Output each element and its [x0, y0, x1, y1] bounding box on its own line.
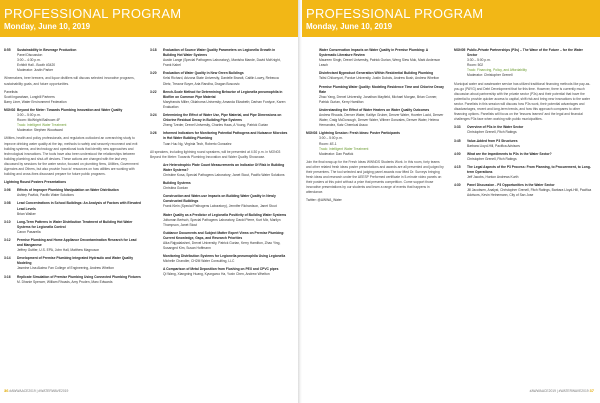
- poster-title: Monitoring Distribution Systems for Legionella pneumophila Using Legionella: [163, 254, 286, 259]
- poster-authors: Frank Klein (Special Pathogens Laboratory), Jennifer Richardson, Janet Stout: [163, 204, 277, 209]
- talk-authors: Jill Jacobsen, Analyst, Christopher Grenell, Fitch Ratings, Barbara Lloyd-Hill, Pacifica Advisors, Kevin Heinemann, City of San Jose: [467, 188, 592, 198]
- talk-title: Premise Plumbing and Home Appliance Decontamination Research for Lead and Manganese: [17, 238, 137, 248]
- talk-title: Informed Indicators for Monitoring Potential Pathogens and Nuisance Microbes in Hot Water Building Plumbing: [163, 131, 288, 141]
- talk-item: [150, 90, 288, 110]
- talk-authors: Kelsi Richard, Arizona State University, Danielle Brandt, Caitlin Lowry, Rebecca Dietz, Treavor Boyer, Aria Randha, Dragan Boscovic: [163, 76, 279, 86]
- talk-title: Long-Term Patterns in Water Distribution Treatment of Building Hot Water Systems for Legionella Control: [17, 219, 133, 229]
- left-page: [0, 0, 298, 403]
- poster-item: [150, 267, 288, 277]
- talk-title: Effects of Improper Plumbing Manipulation on Water Distribution: [17, 188, 119, 193]
- session-detail: Moderator: Stephen Woodward: [17, 128, 63, 133]
- session-block: [454, 48, 592, 79]
- poster-authors: Alka Rajyalakshmi, Drexel University, Patrick Gurian, Kerry Hamilton, Zhao Ying, Susanged Kim, Susan Hoffmann: [163, 241, 281, 251]
- talk-authors: Austin Lange (Special Pathogens Laboratory), Manisha Mande, David McKnight, Frank Kabel: [163, 58, 281, 68]
- session-title: Lightning Session: Fresh Ideas: Poster Participants: [319, 131, 400, 136]
- session-track: Track: Intelligent Water Treatment: [17, 123, 67, 128]
- session-code: 8:55: [4, 48, 11, 52]
- poster-authors: Zhao Yang, Drexel University, Jonathan Mayfield, Michael Morgan, Brian Conner, Patrick Gurian, Kerry Hamilton: [319, 94, 438, 104]
- poster-item: [306, 71, 444, 81]
- poster-title: Understanding the Effect of Water Heaters on Water Quality Outcomes: [319, 107, 430, 112]
- session-description: Winemakers, beer brewers, and liquor distillers will discuss selected innovative programs, sustainability goals, and future opportunities.: [4, 76, 135, 86]
- session-note: All speakers, including lightning round speakers, will be presented at 4:30 p.m. in MON03 Beyond the Meter: Towards Plumbing Innovation and Water Quality Showcase.: [150, 149, 281, 159]
- poster-authors: Andrew Rhoads, Denver Water, Kaitlyn Gruber, Denver Water, Hoveler Lucid, Denver Water, Craig McDonough, Denver Water, Wilmer Gonzales, Denver Water, Helena Hernandez, Katz Chemical Assoc: [319, 113, 444, 128]
- talk-item: [454, 139, 592, 149]
- session-detail: Moderator: Christopher Grenell: [467, 73, 513, 78]
- poster-authors: Michelle Chandler, CH2M Water Consulting, LLC: [163, 259, 235, 264]
- poster-item: [306, 48, 444, 68]
- session-detail: 3:00 – 5:00 p.m.: [17, 113, 41, 118]
- talk-time: 4:30: [454, 183, 461, 188]
- poster-authors: Maureen Singh, Drexel University, Patrick Gurian, Weng Siew Mok, Mark Anderson Leach: [319, 58, 441, 68]
- talk-authors: Zheng Tzeder, Drexel University, Charles Haas, A Young, Patrick Gurian: [163, 123, 269, 128]
- session-detail: 3:00 – 4:30 p.m.: [17, 58, 41, 63]
- page-date: Monday, June 10, 2019: [4, 22, 91, 31]
- talk-time: 3:16: [4, 274, 11, 279]
- talk-authors: Caron Pasarella: [17, 229, 41, 234]
- poster-authors: Qi Wang, Xiangning Huang, Kyungwoo Ha, Yuxin Chen, Andrew Whelton: [163, 272, 270, 277]
- column-4: [454, 48, 592, 198]
- session-detail: Panel Discussion: [17, 53, 43, 58]
- talk-item: [150, 113, 288, 128]
- session-detail: Room: 502: [467, 63, 484, 68]
- session-track: Track: Financing, Policy, and Affordability: [467, 68, 527, 73]
- poster-title: Disinfectant Byproduct Generation Within Residential Building Plumbing: [319, 71, 434, 76]
- session-detail: Room: 4E-1: [319, 141, 337, 146]
- talk-authors: Jasmine Lina Alaimo Fan College of Engineering, Andrew Whelton: [17, 266, 114, 271]
- poster-title: Water Conservation Impacts on Water Quality in Premise Plumbing: A Systematic Literature Review: [319, 48, 429, 58]
- page-date: Monday, June 10, 2019: [306, 22, 393, 31]
- talk-item: [4, 201, 142, 216]
- talk-item: [454, 183, 592, 198]
- session-code: MON02: [4, 107, 16, 112]
- session-title: Public-Private Partnerships (P3s) – The Wave of the Future – for the Water Sector: [467, 48, 583, 58]
- right-page: [302, 0, 600, 403]
- talk-title: Value-Added from P3 Structures: [467, 138, 518, 143]
- talk-title: Evaluation of Source Water Quality Parameters on Legionella Growth in Building Hot Water Systems: [163, 48, 276, 58]
- talk-time: 4:15: [454, 164, 461, 169]
- column-3: [306, 48, 444, 204]
- talk-authors: Ashley Pavlick, Pacific Water Solutions: [17, 193, 74, 198]
- poster-item: [150, 163, 288, 178]
- talk-authors: M. Dhanie Spencer, William Rhoads, Amy Pruden, Marc Edwards: [17, 279, 113, 284]
- page-footer-left: [4, 388, 68, 393]
- poster-item: [150, 213, 288, 228]
- talk-time: 3:24: [150, 113, 157, 118]
- poster-title: Are Heterotrophic Plate Count Measurements an Indicator Of Risk in Building Water Systems?: [163, 162, 285, 172]
- talk-item: [150, 71, 288, 86]
- panelists-heading: Panelists:: [4, 89, 19, 94]
- session-detail: Moderator: Justin Parker: [17, 68, 54, 73]
- poster-authors: Christine Kosa, Special Pathogens Laboratory; Janet Stout, Pacific Water Solutions: [163, 172, 285, 177]
- talk-title: Evaluation of Water Quality in New Green Buildings: [163, 71, 244, 76]
- page-title: PROFESSIONAL PROGRAM: [4, 6, 182, 21]
- session-description: Join the final wrap-up for the Fresh Ideas WWNDS Students Work. In this room, forty teams and other related fresh ideas poster presentations and awards are all presented and judged by their presenters. The tool selected and judging panel awards now lifted Dr. Surveys bringing fresh ideas and research under the AEESP Preformed certificate in 5-minute video panels on their posters at this point without a prize that presents competition. Come support those innovative presentations by our students and learn a range of events that happens in attendance.: [306, 159, 444, 195]
- panelist: Barry Liner, Water Environment Federation: [4, 99, 67, 104]
- session-detail: 3:30 – 5:00 p.m.: [467, 58, 491, 63]
- talk-authors: Maryfrancis Miller, Oklahoma University; Amanda Elizabeth; Darhan Fordyce, Karen Evaluation: [163, 99, 286, 109]
- session-detail: Moderator: Dan Pavlick: [319, 151, 354, 156]
- session-title: Sustainability in Beverage Production: [17, 48, 77, 52]
- talk-authors: Christopher Grenell, Fitch Ratings: [467, 130, 517, 135]
- session-track: Track: Intelligent Water Treatment: [319, 146, 369, 151]
- poster-title: Building Systems: [163, 181, 191, 186]
- talk-authors: Christopher Grenell, Fitch Ratings: [467, 156, 517, 161]
- page-number: 37: [589, 388, 594, 393]
- footer-hashtags: #AWWAACE2019 | #WATERWAVE2019: [9, 389, 69, 393]
- session-detail: Exhibit Hall - Booth #3420: [17, 63, 56, 68]
- talk-title: Overview of P3s in the Water Sector: [467, 125, 524, 130]
- poster-authors: Tsitsi Chikonyori, Purdue University, Justin Dubois, Andrew Bush, Andrew Whelton: [319, 76, 440, 81]
- session-code: MON03: [306, 131, 318, 136]
- poster-item: [150, 194, 288, 209]
- poster-item: [150, 231, 288, 251]
- poster-title: Guidance Documents and Subject Matter Expert Views on Premise Plumbing: Current Knowledge, Gaps, and Research Priorities: [163, 230, 285, 240]
- talk-time: 3:33: [454, 125, 461, 130]
- page-title: PROFESSIONAL PROGRAM: [306, 6, 484, 21]
- session-detail: Room: McWright Ballroom 4F: [17, 118, 61, 123]
- page-footer-right: [530, 388, 594, 393]
- column-1: [4, 48, 142, 285]
- column-2: [150, 48, 288, 278]
- session-code: MON05: [454, 48, 466, 52]
- talk-title: Development of Premise Plumbing Integrated Hydraulic and Water Quality Modeling: [17, 256, 134, 266]
- talk-authors: Brian Walker: [17, 211, 36, 216]
- poster-item: [306, 108, 444, 128]
- talk-item: [454, 152, 592, 162]
- talk-time: 3:18: [150, 48, 157, 52]
- poster-authors: Christina Gordan: [163, 186, 188, 191]
- session-block: [4, 48, 142, 73]
- page-header-left: [0, 0, 298, 37]
- panelist: Scott Ingaraham, Longhill Partners: [4, 94, 55, 99]
- poster-item: [306, 85, 444, 105]
- talk-time: 3:45: [454, 138, 461, 143]
- poster-title: Water Quality as a Predictor of Legionella Positivity of Building Water Systems: [163, 212, 287, 217]
- session-block: [4, 108, 142, 133]
- talk-time: 3:06: [4, 188, 11, 193]
- talk-time: 3:22: [150, 89, 157, 94]
- talk-title: Replicate Simulation of Premise Plumbing Using Connected Plumbing Fixtures: [17, 274, 141, 279]
- footer-hashtags: #AWWAACE2019 | #WATERWAVE2019: [529, 389, 589, 393]
- talk-item: [4, 188, 142, 198]
- talk-item: [454, 165, 592, 180]
- section-heading: Lightning Round Posters Presentations: [4, 180, 67, 185]
- social-link: Twitter: @AWWA_Water: [306, 198, 342, 203]
- poster-item: [150, 181, 288, 191]
- talk-title: Panel Discussion - P3 Opportunities in the Water Sector: [467, 183, 555, 188]
- session-description: Utilities, health and policy professionals, and regulators outlooked an overarching study to improve drinking water quality at the tap, methods to safely and securely reconnect and exit building systems, and technology and operational tools that identify new approaches and technological innovations. The tools have also been understood the relationships between building plumbing and shut-off devices. These actions are changed with the last very discussed by sessions for the water sector, focused on plumbing firms, Utilities, Government Agencies and Others, but also provide 'how-to' resources on how utilities are working with building and cross-fixes discussed prepare for future public programs.: [4, 136, 139, 177]
- talk-item: [4, 256, 142, 271]
- talk-item: [4, 275, 142, 285]
- page-number: 36: [4, 388, 9, 393]
- session-block: [306, 131, 444, 156]
- talk-time: 3:20: [150, 71, 157, 76]
- talk-item: [150, 131, 288, 146]
- poster-title: A Comparison of Metal Deposition from Flushing on PEX and CPVC pipes: [163, 267, 279, 272]
- talk-item: [4, 238, 142, 253]
- page-header-right: [302, 0, 600, 37]
- session-title: Beyond the Meter: Towards Plumbing Innovation and Water Quality: [17, 107, 123, 112]
- poster-authors: Joltuman Bertsch, Special Pathogens Laboratory, David Pierre, Kurt Mix, Marilyn Thompson, Janet Stout: [163, 217, 281, 227]
- talk-item: [454, 125, 592, 135]
- poster-title: Premise Plumbing Water Quality: Modeling Residence Time and Chlorine Decay Rate: [319, 84, 444, 94]
- talk-authors: Jeff Jacobs, Hunton Andrews Kurth: [467, 175, 519, 180]
- talk-time: 3:08: [4, 201, 11, 206]
- talk-time: 3:10: [4, 219, 11, 224]
- talk-title: Lead Concentrations in School Buildings: An Analysis of Factors with Elevated Lead Levels: [17, 201, 141, 211]
- talk-title: Determining the Effect of Water Use, Pipe Material, and Pipe Dimensions on Chlorine Residual Decay in Building Pipe Systems: [163, 113, 282, 123]
- talk-time: 4:00: [454, 151, 461, 156]
- talk-title: What are the Impediments to P3s in the Water Sector?: [467, 151, 552, 156]
- session-description: Municipal water and wastewater service has utilized traditional financing methods like pay-as-you-go (PAYG) and Debt Development that for this time. However, there is currently much discussion about partnership with the private sector (P3s) and their potential that have the potential to provide quicker access to capital, shift risk and bring new innovations to the water sector. Panelists in this session will discuss how P3s work, their potential advantages and disadvantages, recent and long-term trends, and how this approach compares to other financing options. Panelists will focus on the 'lessons learned' and the legal and financial challenges P3s face when working with public municipalities.: [454, 81, 591, 122]
- poster-title: Construction and Water-use Impacts on Building Water Quality in Newly Constructed Buildings: [163, 194, 276, 204]
- talk-title: The Legal Aspects of the P3 Process: From Planning, to Procurement, to Long-term Operations: [467, 164, 591, 174]
- talk-item: [150, 48, 288, 68]
- talk-title: Bench-Scale Method for Determining Behavior of Legionella pneumophila in Biofilm on Common Pipe Material: [163, 89, 283, 99]
- talk-authors: Barbara Lloyd-Hill, Pacifica Advisors: [467, 143, 520, 148]
- talk-authors: Jeffrey Guttler, U.S. EPA, John Hall, Matthew Magnuson: [17, 248, 100, 253]
- session-detail: 3:00 – 5:00 p.m.: [319, 136, 343, 141]
- talk-time: 3:14: [4, 256, 11, 261]
- poster-item: [150, 254, 288, 264]
- talk-time: 3:26: [150, 131, 157, 136]
- talk-authors: Tuan Huu Ng, Virginia Tech, Roberto Gonzalez: [163, 141, 232, 146]
- talk-item: [4, 220, 142, 235]
- talk-time: 3:12: [4, 238, 11, 242]
